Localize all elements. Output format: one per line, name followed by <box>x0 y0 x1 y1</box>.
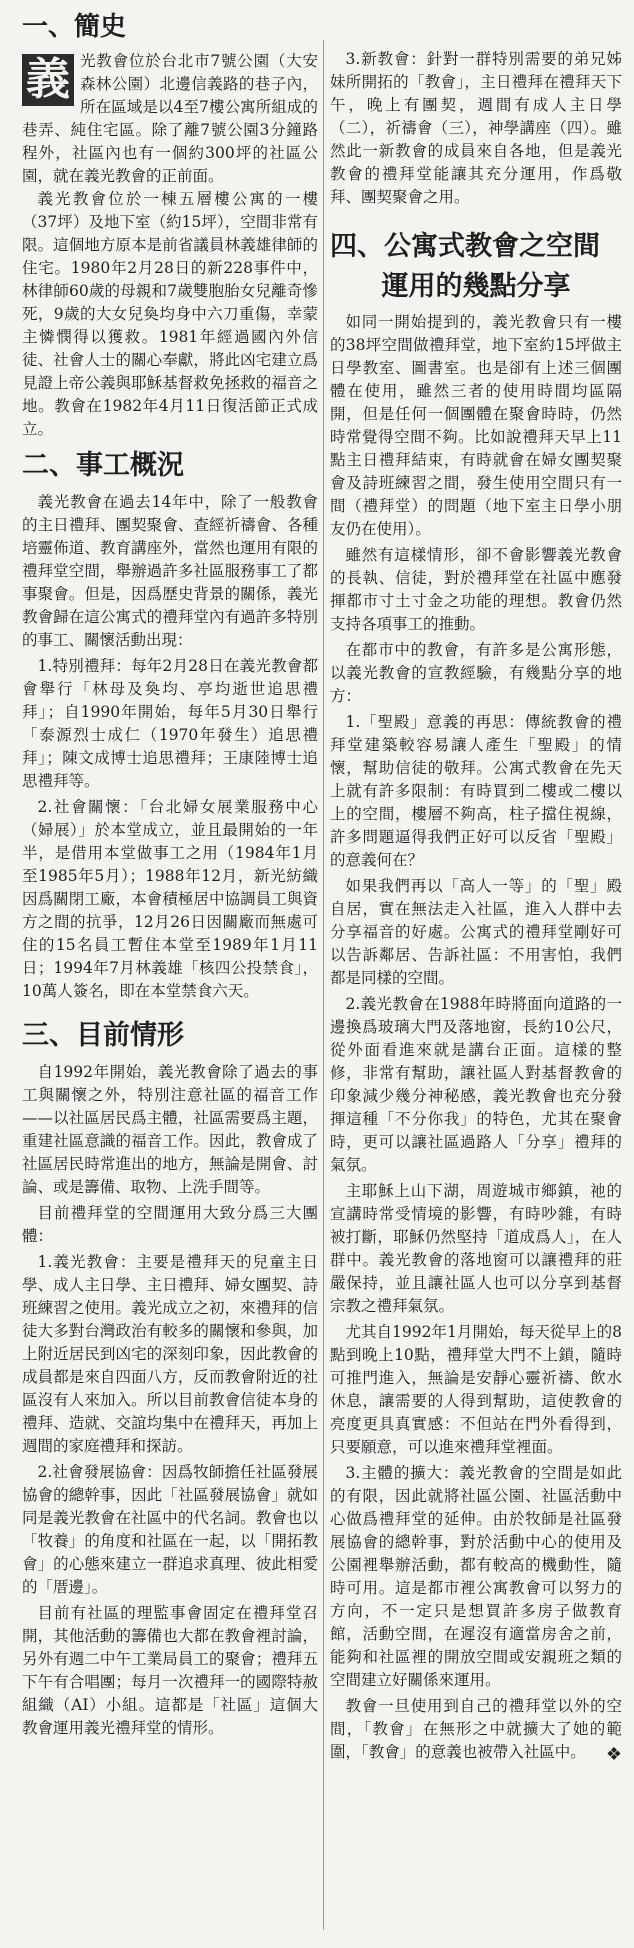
section-1-para-1-text: 光教會位於台北市7號公園（大安森林公園）北邊信義路的巷子內，所在區域是以4至7樓公寓所組成的巷弄、純住宅區。除了離7號公園3分鐘路程外，社區內也有一個約300坪的社區公園，就在義光教會的正前面。 <box>22 52 318 185</box>
section-4-title-line-1: 四、公寓式教會之空間 <box>330 231 600 262</box>
section-3-para-3: 目前有社區的理監事會固定在禮拜堂召開，其他活動的籌備也大都在教會裡討論，另外有週二中午工業局員工的聚會；禮拜五下午有合唱團；每月一次禮拜一的國際特赦組織（AI）小組。這都是「社區」這個大教會運用義光禮拜堂的情形。 <box>22 1604 318 1737</box>
section-4-para-3: 在都市中的教會，有許多是公寓形態，以義光教會的宣教經驗，有幾點分享的地方： <box>330 641 622 705</box>
section-4-para-2: 雖然有這樣情形，卻不會影響義光教會的長執、信徒，對於禮拜堂在社區中應發揮都市寸土寸金之功能的理想。教會仍然支持各項事工的推動。 <box>330 546 622 633</box>
section-3-item-1: 1.義光教會：主要是禮拜天的兒童主日學、成人主日學、主日禮拜、婦女團契、詩班練習之使用。義光成立之初，來禮拜的信徒大多對台灣政治有較多的關懷和參與，加上附近居民到凶宅的深刻印象，因此教會的成員都是來自四面八方，反而教會附近的社區沒有人來加入。所以目前教會信徒本身的禮拜、造就、交誼均集中在禮拜天，再加上週間的家庭禮拜和探訪。 <box>22 1253 318 1455</box>
section-4-title-line-2: 運用的幾點分享 <box>381 271 571 302</box>
section-4-para-1: 如同一開始提到的，義光教會只有一樓的38坪空間做禮拜堂，地下室約15坪做主日學教室、圖書室。也是卻有上述三個團體在使用，雖然三者的使用時間均區隔開，但是任何一個團體在聚會時時，仍然時常覺得空間不夠。比如說禮拜天早上11點主日禮拜結束，有時就會在婦女團契聚會及詩班練習之間，發生使用空間只有一間（禮拜堂）的問題（地下室主日學小朋友仍在使用）。 <box>330 313 622 538</box>
section-1-title: 一、簡史 <box>22 12 127 42</box>
section-4-para-4: 如果我們再以「高人一等」的「聖」殿自居，實在無法走入社區，進入人群中去分享福音的好處。公寓式的禮拜堂剛好可以告訴鄰居、告訴社區：不用害怕，我們都是同樣的空間。 <box>330 877 622 987</box>
section-2-item-1: 1.特別禮拜：每年2月28日在義光教會都會舉行「林母及奐均、亭均逝世追思禮拜」；自1990年開始，每年5月30日舉行「泰源烈士成仁（1970年發生）追思禮拜」；陳文成博士追思禮拜；王康陸博士追思禮拜等。 <box>22 657 318 790</box>
section-2-title: 二、事工概況 <box>22 450 184 481</box>
section-3-para-2: 目前禮拜堂的空間運用大致分爲三大團體： <box>22 1204 318 1245</box>
section-3-item-2: 2.社會發展協會：因爲牧師擔任社區發展協會的總幹事，因此「社區發展協會」就如同是義光教會在社區中的代名詞。教會也以「牧養」的角度和社區在一起，以「開拓教會」的心態來建立一群追求真理、彼此相愛的「厝邊」。 <box>22 1463 318 1596</box>
section-4-para-6: 尤其自1992年1月開始，每天從早上的8點到晚上10點，禮拜堂大門不上鎖，隨時可推門進入，無論是安靜心靈祈禱、飲水休息，讓需要的人得到幫助，這使教會的亮度更具真實感：不但站在門外看得到，只要願意，可以進來禮拜堂裡面。 <box>330 1323 622 1456</box>
section-4-item-1: 1.「聖殿」意義的再思：傳統教會的禮拜堂建築較容易讓人產生「聖殿」的情懷，幫助信徒的敬拜。公寓式教會在先天上就有許多限制：有時買到二樓或二樓以上的空間，樓層不夠高，柱子擋住視線，許多問題逼得我們正好可以反省「聖殿」的意義何在？ <box>330 713 622 869</box>
left-column <box>22 4 318 1743</box>
end-mark-icon: ❖ <box>605 1744 622 1765</box>
drop-cap: 義 <box>22 54 74 106</box>
section-3-item-3: 3.新教會：針對一群特別需要的弟兄姊妹所開拓的「教會」，主日禮拜在禮拜天下午，晚上有團契，週間有成人主日學（二），祈禱會（三），神學講座（四）。雖然此一新教會的成員來自各地，但是義光教會的禮拜堂能讓其充分運用，作爲敬拜、團契聚會之用。 <box>330 50 622 206</box>
right-column-upper <box>330 48 622 1767</box>
column-divider <box>323 40 324 1930</box>
section-3-title: 三、目前情形 <box>22 1020 184 1051</box>
section-3-para-1: 自1992年開始，義光教會除了過去的事工與關懷之外，特別注意社區的福音工作——以社區居民爲主體，社區需要爲主題，重建社區意識的福音工作。因此，教會成了社區居民時常進出的地方，無論是開會、討論、或是籌備、取物、上洗手間等。 <box>22 1063 318 1196</box>
section-1-para-2: 義光教會位於一棟五層樓公寓的一樓（37坪）及地下室（約15坪），空間非常有限。這個地方原本是前省議員林義雄律師的住宅。1980年2月28日的新228事件中，林律師60歲的母親和7歲雙胞胎女兒離奇慘死，9歲的大女兒奐均身中六刀重傷，幸蒙主憐憫得以獲救。1981年經過國內外信徒、社會人士的關心奉獻，將此凶宅建立爲見證上帝公義與耶穌基督救免拯救的福音之地。教會在1982年4月11日復活節正式成立。 <box>22 190 318 438</box>
section-4-para-5: 主耶穌上山下湖，周遊城市鄉鎮，祂的宣講時常受情境的影響，有時吵雜，有時被打斷，耶穌仍然堅持「道成爲人」，在人群中。義光教會的落地窗可以讓禮拜的莊嚴保持，並且讓社區人也可以分享到基督宗教之禮拜氣氛。 <box>330 1182 622 1315</box>
section-4-item-3: 3.主體的擴大：義光教會的空間是如此的有限，因此就將社區公園、社區活動中心做爲禮拜堂的延伸。由於牧師是社區發展協會的總幹事，對於活動中心的使用及公園裡舉辦活動，都有較高的機動性，隨時可用。這是都市裡公寓教會可以努力的方向，不一定只是想買許多房子做教育館，活動空間，在遲沒有適當房舍之前，能夠和社區裡的開放空間或安親班之類的空間建立好關係來運用。 <box>330 1464 622 1689</box>
section-2-para-1: 義光教會在過去14年中，除了一般教會的主日禮拜、團契聚會、查經祈禱會、各種培靈佈道、教育講座外，當然也運用有限的禮拜堂空間，舉辦過許多社區服務事工了都事聚會。但是，因爲歷史背景的關係，義光教會歸在這公寓式的禮拜堂內有過許多特別的事工、關懷活動出現： <box>22 493 318 649</box>
section-4-item-2: 2.義光教會在1988年時將面向道路的一邊換爲玻璃大門及落地窗，長約10公尺，從外面看進來就是講台正面。這樣的整修，非常有幫助，讓社區人對基督教會的印象減少幾分神秘感，義光教會也充分發揮這種「不分你我」的特色，尤其在聚會時，更可以讓社區過路人「分享」禮拜的氣氛。 <box>330 995 622 1174</box>
section-1-para-1 <box>22 50 318 188</box>
section-4-para-7: 教會一旦使用到自己的禮拜堂以外的空間，「教會」在無形之中就擴大了她的範圍，「教會」的意義也被帶入社區中。 <box>330 1697 622 1761</box>
section-2-item-2: 2.社會關懷：「台北婦女展業服務中心（婦展）」於本堂成立，並且最開始的一年半，是借用本堂做事工之用（1984年1月至1985年5月）；1988年12月，新光紡織因爲關閉工廠，本會積極居中協調員工與資方之間的抗爭，12月26日因關廠而無處可住的15名員工暫住本堂至1989年1月11日；1994年7月林義雄「核四公投禁食」，10萬人簽名，即在本堂禁食六天。 <box>22 798 318 1000</box>
section-4-title <box>330 227 622 307</box>
